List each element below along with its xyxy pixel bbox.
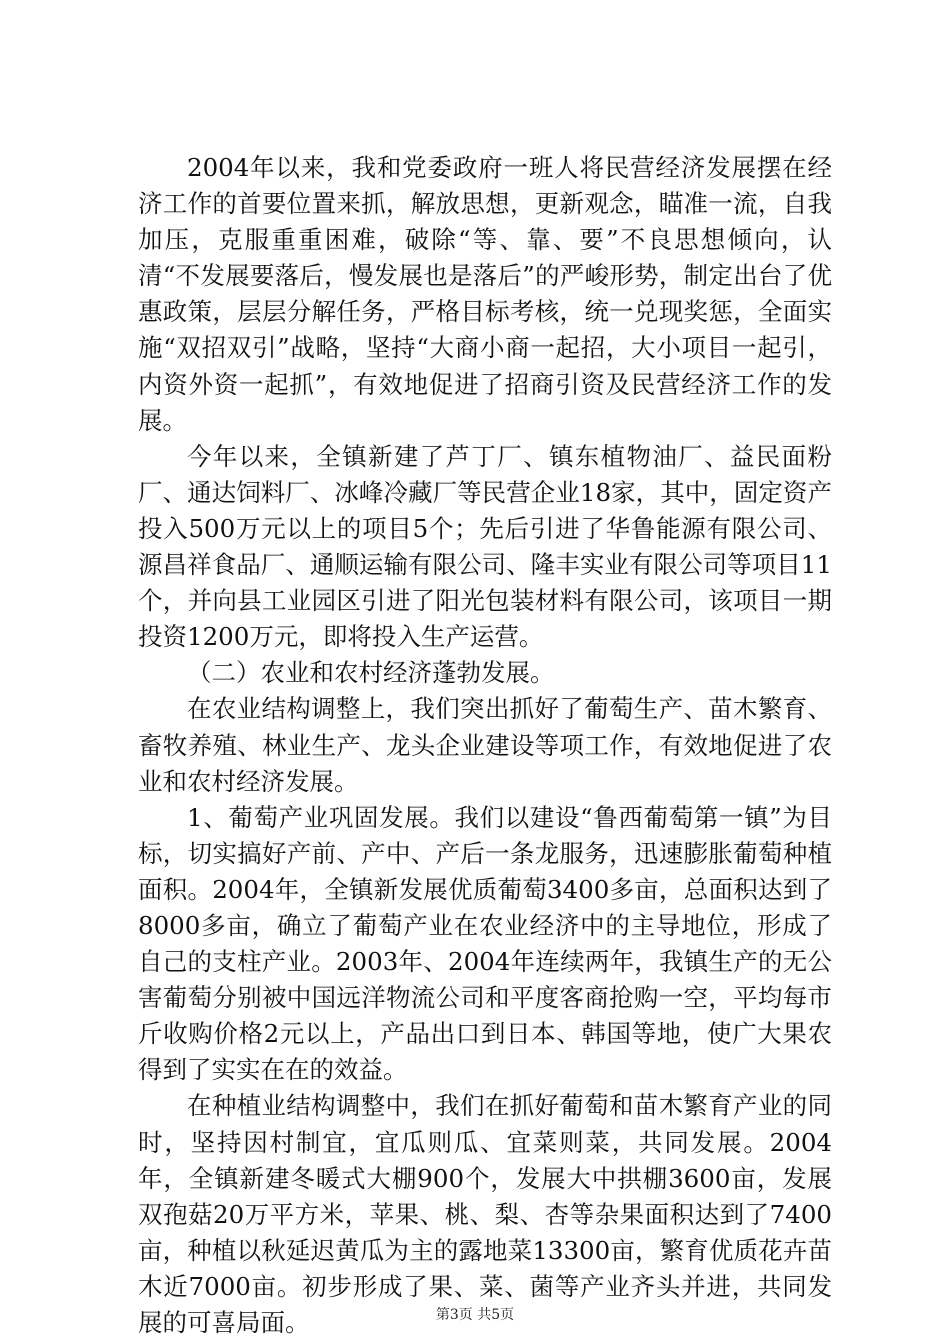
- paragraph-agriculture-structure: 在农业结构调整上，我们突出抓好了葡萄生产、苗木繁育、畜牧养殖、林业生产、龙头企业建设等项工作，有效地促进了农业和农村经济发展。: [138, 694, 832, 796]
- page-number-footer: 第3页 共5页: [435, 1307, 515, 1323]
- document-body: [138, 150, 832, 1341]
- section-heading-agriculture: （二）农业和农村经济蓬勃发展。: [187, 658, 555, 688]
- paragraph-grape-industry: 1、葡萄产业巩固发展。我们以建设“鲁西葡萄第一镇”为目标，切实搞好产前、产中、产后一条龙服务，迅速膨胀葡萄种植面积。2004年，全镇新发展优质葡萄3400多亩，总面积达到了8000多亩，确立了葡萄产业在农业经济中的主导地位，形成了自己的支柱产业。2003年、2004年连续两年，我镇生产的无公害葡萄分别被中国远洋物流公司和平度客商抢购一空，平均每市斤收购价格2元以上，产品出口到日本、韩国等地，使广大果农得到了实实在在的效益。: [138, 802, 832, 1085]
- paragraph-planting-structure: 在种植业结构调整中，我们在抓好葡萄和苗木繁育产业的同时，坚持因村制宜，宜瓜则瓜、宜菜则菜，共同发展。2004年，全镇新建冬暖式大棚900个，发展大中拱棚3600亩，发展双孢菇20万平方米，苹果、桃、梨、杏等杂果面积达到了7400亩，种植以秋延迟黄瓜为主的露地菜13300亩，繁育优质花卉苗木近7000亩。初步形成了果、菜、菌等产业齐头并进，共同发展的可喜局面。: [138, 1091, 832, 1337]
- paragraph-new-enterprises: 今年以来，全镇新建了芦丁厂、镇东植物油厂、益民面粉厂、通达饲料厂、冰峰冷藏厂等民营企业18家，其中，固定资产投入500万元以上的项目5个；先后引进了华鲁能源有限公司、源昌祥食品厂、通顺运输有限公司、隆丰实业有限公司等项目11个，并向县工业园区引进了阳光包装材料有限公司，该项目一期投资1200万元，即将投入生产运营。: [138, 441, 832, 652]
- paragraph-private-economy: 2004年以来，我和党委政府一班人将民营经济发展摆在经济工作的首要位置来抓，解放思想，更新观念，瞄准一流，自我加压，克服重重困难，破除“等、靠、要”不良思想倾向，认清“不发展要落后，慢发展也是落后”的严峻形势，制定出台了优惠政策，层层分解任务，严格目标考核，统一兑现奖惩，全面实施“双招双引”战略，坚持“大商小商一起招，大小项目一起引，内资外资一起抓”，有效地促进了招商引资及民营经济工作的发展。: [138, 153, 832, 435]
